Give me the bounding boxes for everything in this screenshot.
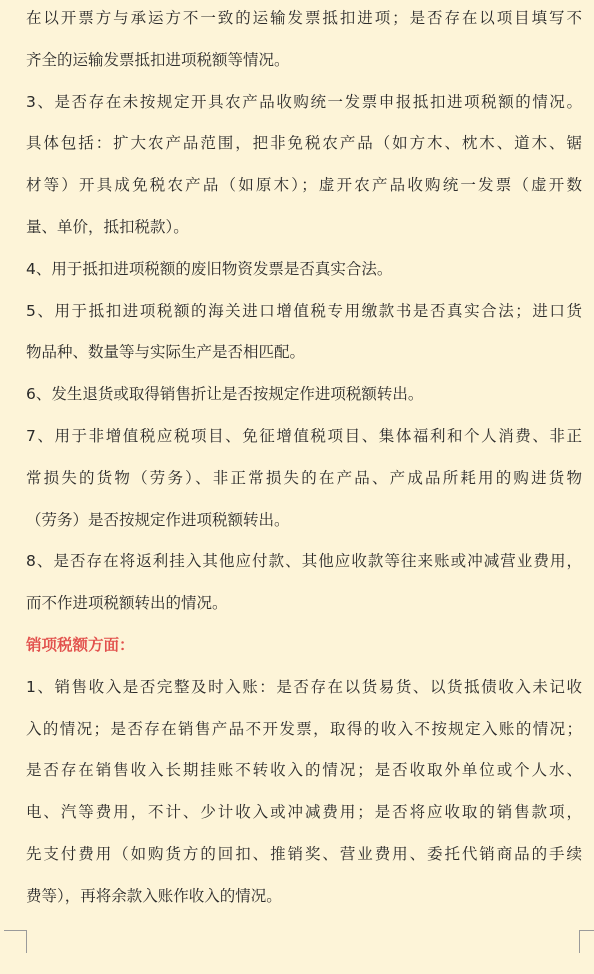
paragraph-line: 费等），再将余款入账作收入的情况。 bbox=[26, 886, 282, 905]
paragraph-line: 具体包括：扩大农产品范围，把非免税农产品（如方木、枕木、道木、锯 bbox=[26, 134, 582, 153]
paragraph-line: 齐全的运输发票抵扣进项税额等情况。 bbox=[26, 50, 290, 69]
paragraph-line: 常损失的货物（劳务）、非正常损失的在产品、产成品所耗用的购进货物 bbox=[26, 468, 582, 487]
page-corner-mark-right bbox=[579, 930, 594, 953]
paragraph-line: 1、销售收入是否完整及时入账：是否存在以货易货、以货抵债收入未记收 bbox=[26, 677, 582, 696]
paragraph-line: 先支付费用（如购货方的回扣、推销奖、营业费用、委托代销商品的手续 bbox=[26, 844, 582, 863]
section-heading: 销项税额方面： bbox=[26, 635, 135, 654]
paragraph-line: 8、是否存在将返利挂入其他应付款、其他应收款等往来账或冲减营业费用， bbox=[26, 552, 582, 571]
paragraph-line: 7、用于非增值税应税项目、免征增值税项目、集体福利和个人消费、非正 bbox=[26, 426, 582, 445]
paragraph-line: 材等）开具成免税农产品（如原木）；虚开农产品收购统一发票（虚开数 bbox=[26, 176, 582, 195]
document-body bbox=[26, 0, 582, 918]
paragraph-line: 6、发生退货或取得销售折让是否按规定作进项税额转出。 bbox=[26, 385, 424, 404]
paragraph-line: （劳务）是否按规定作进项税额转出。 bbox=[26, 510, 290, 529]
paragraph-line: 3、是否存在未按规定开具农产品收购统一发票申报抵扣进项税额的情况。 bbox=[26, 92, 582, 111]
paragraph-line: 物品种、数量等与实际生产是否相匹配。 bbox=[26, 343, 306, 362]
page-corner-mark-left bbox=[4, 930, 27, 953]
paragraph-line: 在以开票方与承运方不一致的运输发票抵扣进项；是否存在以项目填写不 bbox=[26, 9, 582, 27]
paragraph-line: 4、用于抵扣进项税额的废旧物资发票是否真实合法。 bbox=[26, 259, 393, 278]
paragraph-line: 而不作进项税额转出的情况。 bbox=[26, 594, 228, 613]
paragraph-line: 5、用于抵扣进项税额的海关进口增值税专用缴款书是否真实合法；进口货 bbox=[26, 301, 582, 320]
paragraph-line: 量、单价，抵扣税款）。 bbox=[26, 217, 189, 236]
paragraph-line: 电、汽等费用，不计、少计收入或冲减费用；是否将应收取的销售款项， bbox=[26, 803, 582, 822]
paragraph-line: 是否存在销售收入长期挂账不转收入的情况；是否收取外单位或个人水、 bbox=[26, 761, 582, 780]
paragraph-line: 入的情况；是否存在销售产品不开发票，取得的收入不按规定入账的情况； bbox=[26, 719, 582, 738]
